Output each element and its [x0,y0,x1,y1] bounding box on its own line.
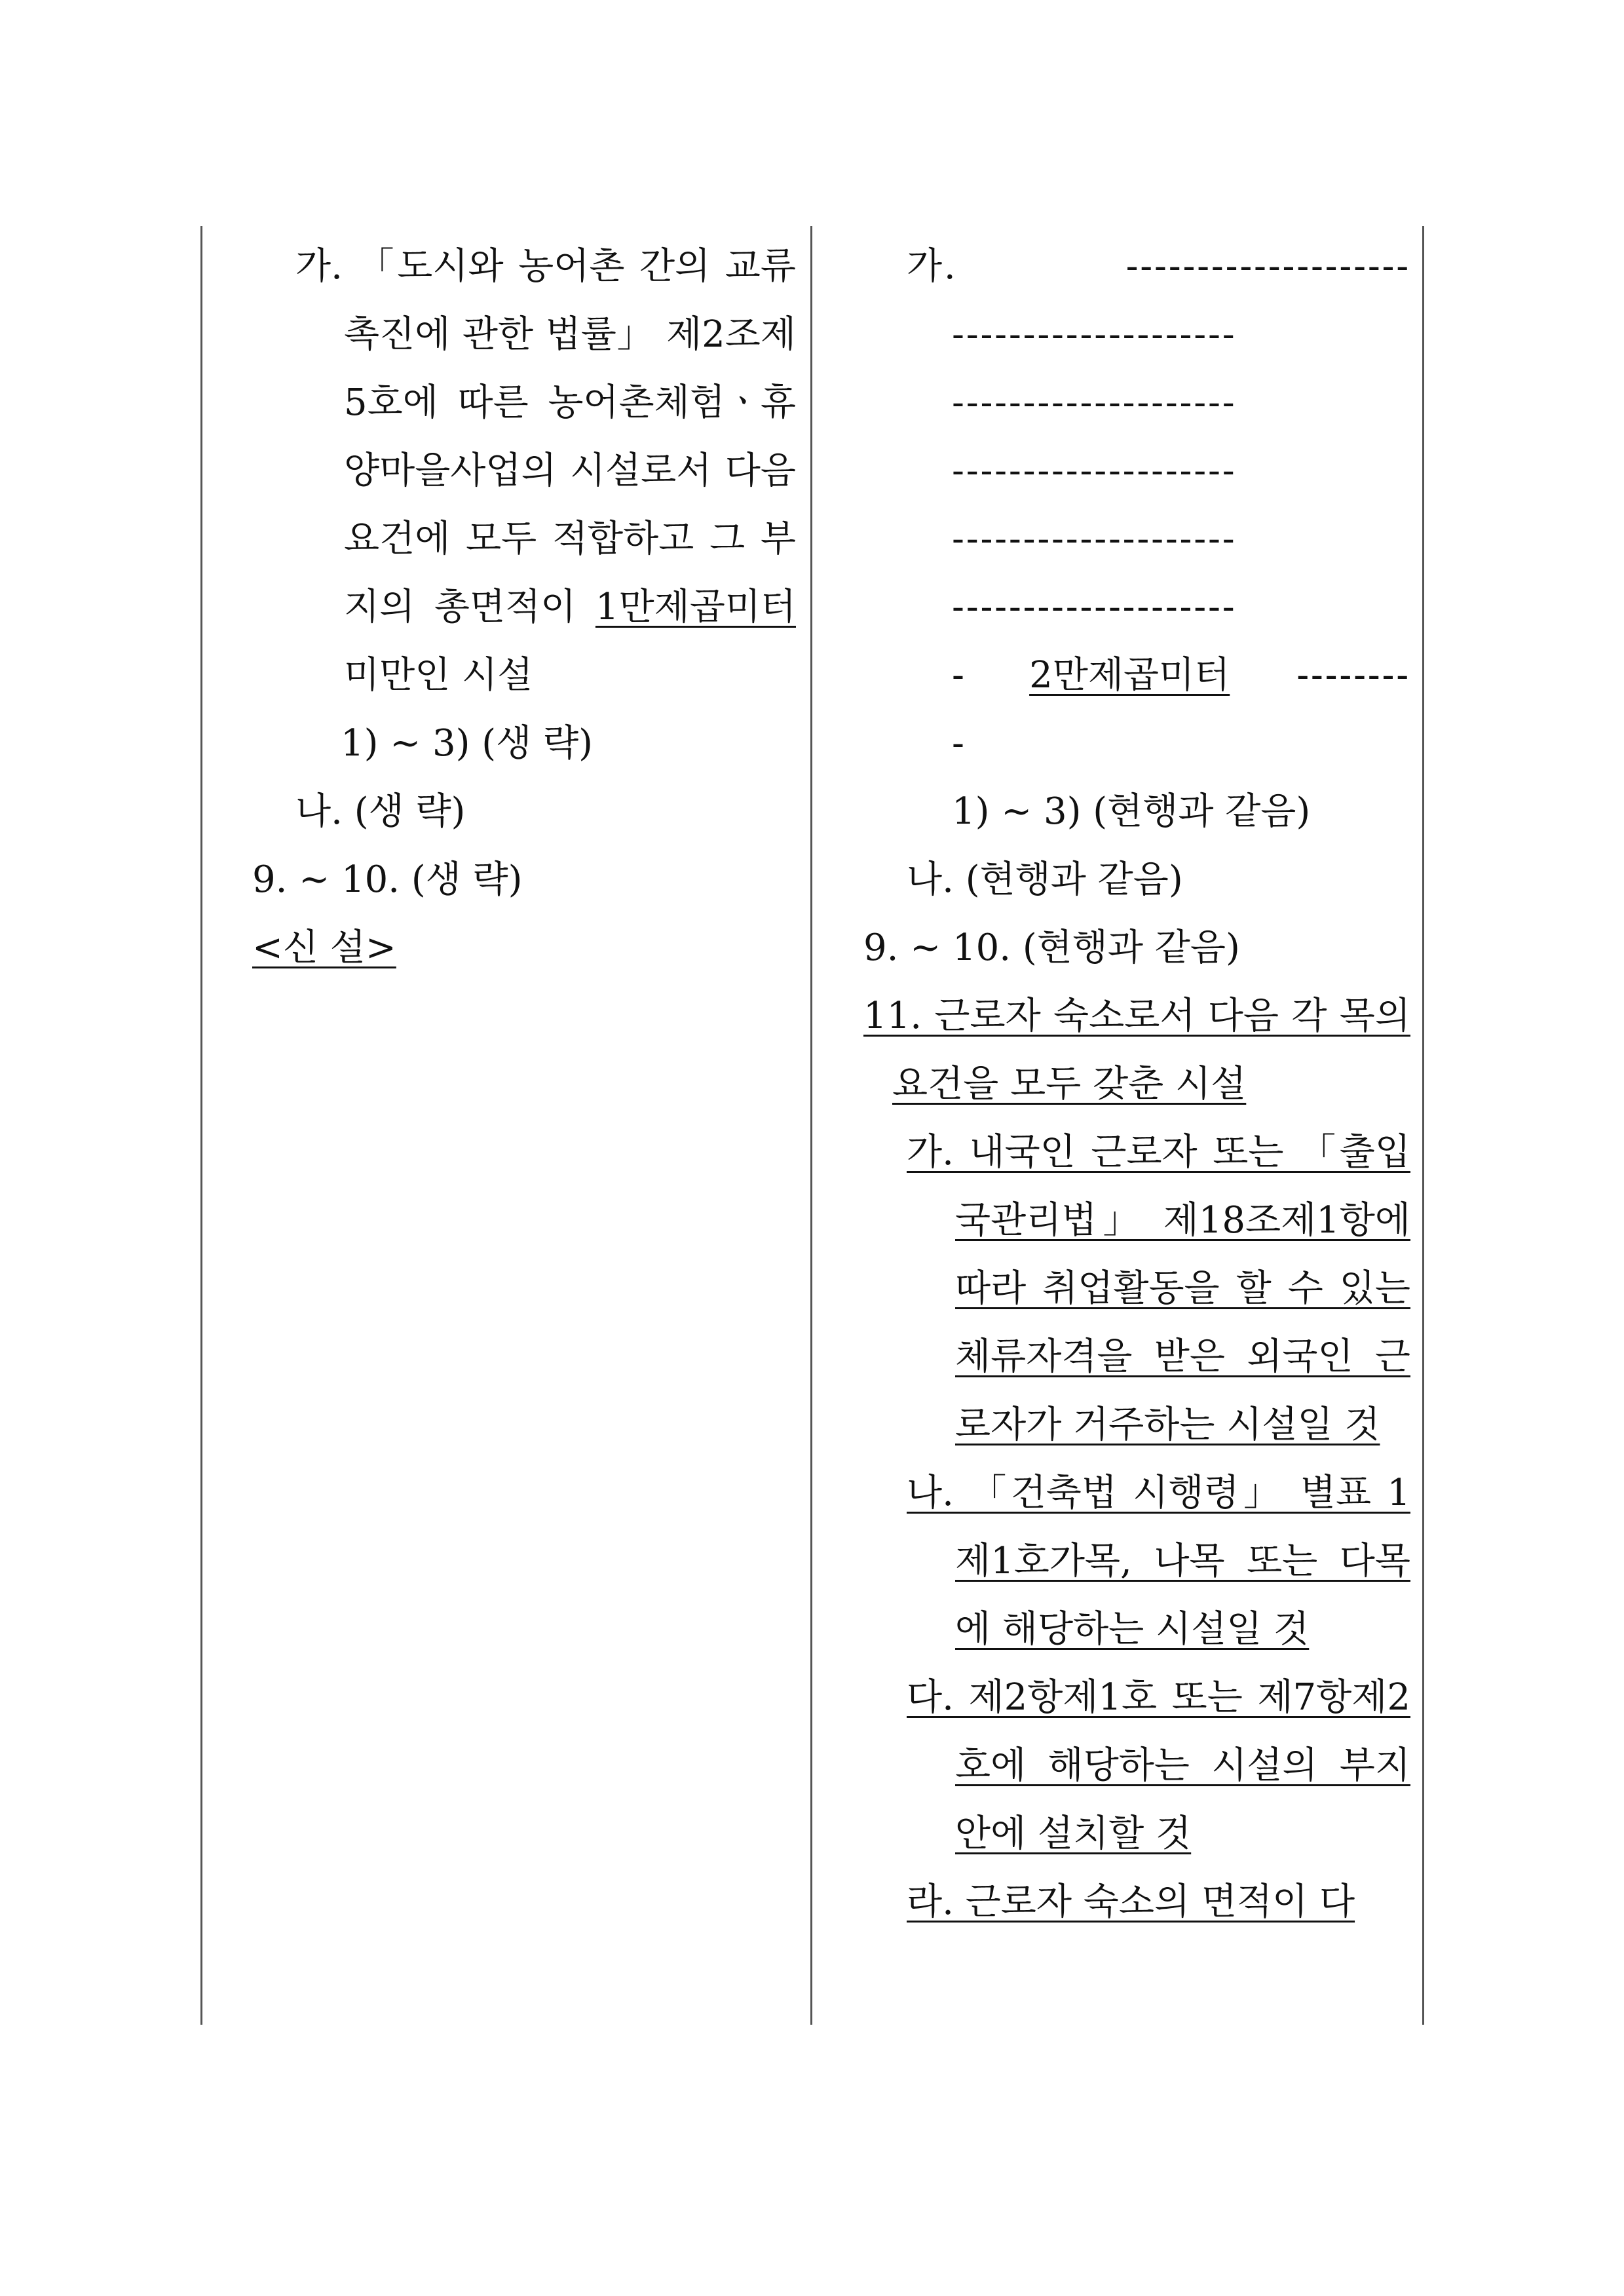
column-divider-right [1422,226,1424,2025]
right-dash-line: -------------------- [952,518,1237,560]
column-divider-left [200,226,202,2025]
current-text-column [252,233,796,982]
revised-text-column [863,233,1410,1936]
right-item-11-ga [863,1119,1410,1459]
left-item-na: 나. (생 략) [295,790,466,833]
right-dash-line: -------------------- [952,313,1237,356]
right-item-11-na [863,1459,1410,1664]
right-item-ga-line1 [863,233,1410,301]
right-dash-line: -------------------- [952,381,1237,424]
right-item-11-da [863,1664,1410,1868]
right-item-11-ra [863,1868,1410,1936]
left-item-ga [252,233,796,710]
column-divider-middle [810,226,812,2025]
right-item-11 [863,982,1410,1119]
left-item-ga-area: 1만제곱미터 [595,586,796,628]
left-new-marker [252,914,796,982]
right-item-ga-label: 가. [907,245,1126,288]
right-items-9-10: 9. ~ 10. (현행과 같음) [863,927,1240,969]
left-new-marker-text: <신 설> [252,927,396,969]
right-item-ga-area: 2만제곱미터 [1029,654,1230,697]
right-area-prefix: - [952,654,1030,697]
left-item-ga-text-end: 미만인 시설 [344,654,533,697]
right-dash-line: -------------------- [952,450,1237,492]
right-dash-line: -------------------- [1125,245,1410,288]
right-area-suffix: -------- [1230,654,1410,697]
right-item-ga-area-line [863,641,1410,710]
right-item-na: 나. (현행과 같음) [907,858,1183,901]
right-dash-line: -------------------- [952,586,1237,628]
left-items-9-10: 9. ~ 10. (생 략) [252,858,523,901]
right-sub-items: 1) ~ 3) (현행과 같음) [952,790,1311,833]
right-item-ga-tail: - [952,722,964,765]
right-item-11-ga-text: 가. 내국인 근로자 또는 「출입국관리법」 제18조제1항에 따라 취업활동을 할 수 있는 체류자격을 받은 외국인 근로자가 거주하는 시설일 것 [907,1131,1410,1446]
left-sub-items: 1) ~ 3) (생 략) [341,722,593,765]
left-item-ga-text: 가. 「도시와 농어촌 간의 교류촉진에 관한 법률」 제2조제5호에 따른 농어촌체험ㆍ휴양마을사업의 시설로서 다음 요건에 모두 적합하고 그 부지의 총면적이 [295,245,796,628]
right-item-11-ra-text: 라. 근로자 숙소의 면적이 다 [907,1881,1355,1923]
right-item-11-na-text: 나. 「건축법 시행령」 별표 1 제1호가목, 나목 또는 다목에 해당하는 시설일 것 [907,1472,1410,1651]
right-item-11-text: 11. 근로자 숙소로서 다음 각 목의 요건을 모두 갖춘 시설 [863,995,1410,1105]
right-item-11-da-text: 다. 제2항제1호 또는 제7항제2호에 해당하는 시설의 부지 안에 설치할 것 [907,1676,1410,1855]
